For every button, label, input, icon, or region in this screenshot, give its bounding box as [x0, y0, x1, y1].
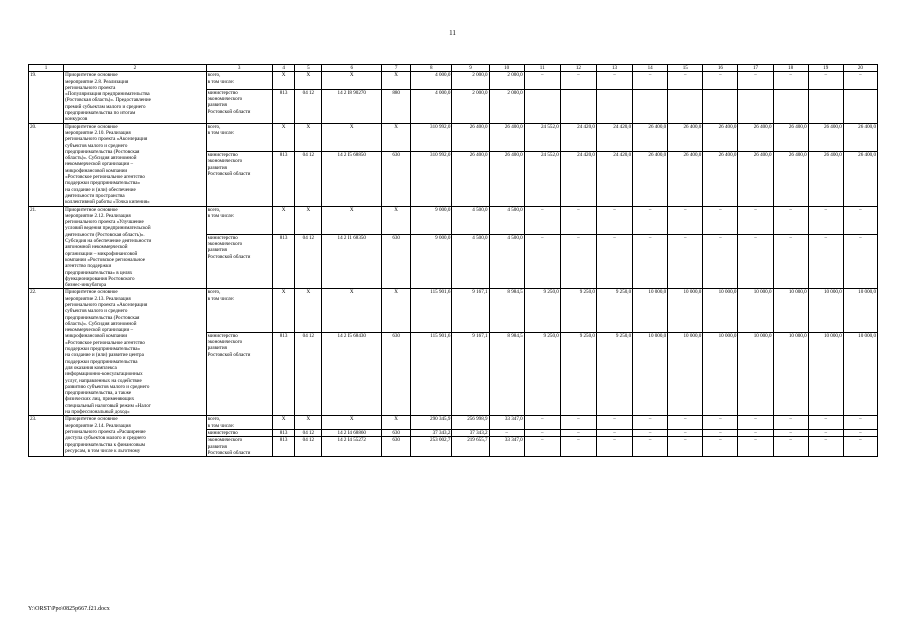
cell-col-13: [596, 89, 632, 123]
cell-col-10: 2 000,0: [489, 89, 524, 123]
cell-col-7: X: [382, 416, 411, 430]
cell-col-19: 26 400,0: [808, 123, 843, 151]
cell-col-10: 33 347,0: [489, 437, 524, 457]
cell-col-19: –: [808, 72, 843, 90]
cell-col-8: 4 000,0: [411, 89, 452, 123]
cell-col-19: –: [808, 416, 843, 430]
cell-col-19: [808, 89, 843, 123]
cell-col-14: 26 400,0: [633, 151, 668, 206]
cell-col-11: 24 552,0: [524, 151, 560, 206]
column-number-9: 9: [452, 65, 489, 72]
cell-col-18: –: [773, 72, 808, 90]
cell-col-7: X: [382, 123, 411, 151]
cell-col-6: 14 2 I5 68430: [322, 332, 382, 416]
cell-col-4: 813: [272, 332, 295, 416]
cell-col-14: –: [633, 206, 668, 234]
cell-col-16: –: [703, 429, 738, 436]
cell-col-6: 14 2 I4 55272: [322, 437, 382, 457]
cell-col-17: –: [738, 234, 773, 289]
column-number-15: 15: [668, 65, 703, 72]
cell-col-20: –: [843, 234, 877, 289]
cell-col-10: 4 500,0: [489, 206, 524, 234]
cell-col-18: –: [773, 234, 808, 289]
cell-col-4: 813: [272, 234, 295, 289]
cell-col-20: 10 000,0: [843, 289, 877, 332]
cell-col-18: [773, 89, 808, 123]
table-row: [29, 72, 878, 90]
cell-col-17: –: [738, 206, 773, 234]
cell-col-10: 8 984,5: [489, 332, 524, 416]
cell-col-12: –: [560, 416, 596, 430]
activity-description: Приоритетное основное мероприятие 2.10. Реализация регионального проекта «Акселерация субъектов малого и среднего предпринимательства (Ростовская область)». Субсидия автономной некоммерческой организации – микрофинансовой компании «Ростовское региональное агентство поддержки предпринимательства» на создание и (или) обеспечение деятельности пространства коллективной работы «Точка кипения»: [64, 123, 207, 206]
cell-col-11: 9 250,0: [524, 332, 560, 416]
cell-col-20: –: [843, 437, 877, 457]
cell-col-5: 04 12: [295, 89, 322, 123]
cell-col-18: 10 000,0: [773, 289, 808, 332]
cell-col-17: 10 000,0: [738, 289, 773, 332]
column-number-10: 10: [489, 65, 524, 72]
cell-col-8: 310 992,0: [411, 151, 452, 206]
cell-col-12: –: [560, 234, 596, 289]
cell-col-8: 290 345,9: [411, 416, 452, 430]
column-number-18: 18: [773, 65, 808, 72]
cell-col-5: X: [295, 72, 322, 90]
cell-col-15: –: [668, 437, 703, 457]
cell-col-12: –: [560, 429, 596, 436]
cell-col-6: X: [322, 416, 382, 430]
column-number-19: 19: [808, 65, 843, 72]
cell-col-10: 26 400,0: [489, 151, 524, 206]
cell-col-11: 24 552,0: [524, 123, 560, 151]
cell-col-10: 33 347,0: [489, 416, 524, 430]
row-number: 22.: [29, 289, 64, 416]
cell-col-16: 26 400,0: [703, 123, 738, 151]
cell-col-7: X: [382, 289, 411, 332]
cell-col-18: –: [773, 429, 808, 436]
cell-col-6: X: [322, 72, 382, 90]
cell-col-5: 04 12: [295, 332, 322, 416]
cell-col-16: 26 400,0: [703, 151, 738, 206]
cell-col-20: 26 400,0: [843, 123, 877, 151]
cell-col-4: X: [272, 289, 295, 332]
cell-col-19: –: [808, 437, 843, 457]
cell-col-17: [738, 89, 773, 123]
cell-col-14: [633, 89, 668, 123]
cell-col-11: –: [524, 416, 560, 430]
cell-col-13: 24 420,0: [596, 151, 632, 206]
cell-col-9: 2 000,0: [452, 72, 489, 90]
cell-col-10: 26 400,0: [489, 123, 524, 151]
cell-col-4: 813: [272, 429, 295, 436]
cell-col-9: 4 500,0: [452, 206, 489, 234]
column-number-5: 5: [295, 65, 322, 72]
cell-col-6: 14 2 I1 68350: [322, 234, 382, 289]
cell-col-12: –: [560, 72, 596, 90]
cell-col-8: 9 000,0: [411, 234, 452, 289]
cell-col-12: –: [560, 206, 596, 234]
responsible-executor: всего, в том числе:: [206, 206, 272, 234]
cell-col-9: 26 400,0: [452, 151, 489, 206]
activity-description: Приоритетное основное мероприятие 2.14. Реализация регионального проекта «Расширение доступа субъектов малого и среднего предпринимательства к финансовым ресурсам, в том числе к льготному: [64, 416, 207, 457]
footer-file-path: Y:\ORST\Ppo\0825p667.f21.docx: [28, 606, 110, 612]
cell-col-18: 26 400,0: [773, 151, 808, 206]
cell-col-17: 10 000,0: [738, 332, 773, 416]
cell-col-5: 04 12: [295, 151, 322, 206]
cell-col-13: 24 420,0: [596, 123, 632, 151]
cell-col-4: X: [272, 206, 295, 234]
cell-col-14: –: [633, 234, 668, 289]
cell-col-9: 26 400,0: [452, 123, 489, 151]
cell-col-4: X: [272, 416, 295, 430]
cell-col-15: 26 400,0: [668, 123, 703, 151]
cell-col-17: –: [738, 72, 773, 90]
table-row: [29, 416, 878, 430]
cell-col-20: 26 400,0: [843, 151, 877, 206]
cell-col-16: –: [703, 72, 738, 90]
cell-col-15: –: [668, 416, 703, 430]
cell-col-8: 9 000,0: [411, 206, 452, 234]
cell-col-12: –: [560, 437, 596, 457]
responsible-executor: экономического развития Ростовской области: [206, 437, 272, 457]
cell-col-14: 26 400,0: [633, 123, 668, 151]
cell-col-5: 04 12: [295, 437, 322, 457]
column-number-13: 13: [596, 65, 632, 72]
cell-col-5: X: [295, 289, 322, 332]
cell-col-15: 26 400,0: [668, 151, 703, 206]
cell-col-4: 813: [272, 89, 295, 123]
cell-col-17: –: [738, 416, 773, 430]
page-number: 11: [449, 29, 456, 37]
cell-col-13: –: [596, 234, 632, 289]
cell-col-7: 630: [382, 437, 411, 457]
column-number-row: [29, 65, 878, 72]
cell-col-9: 219 655,7: [452, 437, 489, 457]
cell-col-11: 9 250,0: [524, 289, 560, 332]
cell-col-13: 9 250,0: [596, 289, 632, 332]
cell-col-20: –: [843, 429, 877, 436]
cell-col-11: –: [524, 437, 560, 457]
cell-col-6: X: [322, 206, 382, 234]
cell-col-19: –: [808, 429, 843, 436]
cell-col-20: –: [843, 206, 877, 234]
cell-col-6: 14 2 I4 68860: [322, 429, 382, 436]
table-body: [29, 65, 878, 457]
cell-col-19: 26 400,0: [808, 151, 843, 206]
column-number-3: 3: [206, 65, 272, 72]
cell-col-12: 9 250,0: [560, 289, 596, 332]
cell-col-13: –: [596, 437, 632, 457]
cell-col-14: 10 000,0: [633, 289, 668, 332]
cell-col-5: X: [295, 206, 322, 234]
budget-table: [28, 64, 878, 457]
column-number-17: 17: [738, 65, 773, 72]
cell-col-16: 10 000,0: [703, 289, 738, 332]
cell-col-16: –: [703, 206, 738, 234]
cell-col-15: 10 000,0: [668, 332, 703, 416]
cell-col-20: 10 000,0: [843, 332, 877, 416]
column-number-14: 14: [633, 65, 668, 72]
cell-col-9: 256 998,9: [452, 416, 489, 430]
cell-col-17: –: [738, 429, 773, 436]
cell-col-10: –: [489, 429, 524, 436]
cell-col-8: 310 992,0: [411, 123, 452, 151]
cell-col-14: –: [633, 437, 668, 457]
cell-col-19: –: [808, 234, 843, 289]
row-number: 19.: [29, 72, 64, 123]
cell-col-7: 630: [382, 234, 411, 289]
row-number: 21.: [29, 206, 64, 289]
cell-col-9: 2 000,0: [452, 89, 489, 123]
cell-col-9: 9 167,1: [452, 289, 489, 332]
cell-col-6: 14 2 I8 90270: [322, 89, 382, 123]
activity-description: Приоритетное основное мероприятие 2.12. Реализация регионального проекта «Улучшение условий ведения предпринимательской деятельности (Ростовская область)». Субсидия на обеспечение деятельности автономной некоммерческой организации – микрофинансовой компании «Ростовское региональное агентство поддержки предпринимательства» в целях функционирования Ростовского бизнес-инкубатора: [64, 206, 207, 289]
cell-col-4: X: [272, 72, 295, 90]
responsible-executor: министерство экономического развития Ростовской области: [206, 234, 272, 289]
column-number-1: 1: [29, 65, 64, 72]
cell-col-17: 26 400,0: [738, 123, 773, 151]
cell-col-18: –: [773, 206, 808, 234]
cell-col-17: 26 400,0: [738, 151, 773, 206]
cell-col-10: 4 500,0: [489, 234, 524, 289]
cell-col-8: 115 901,6: [411, 289, 452, 332]
cell-col-16: 10 000,0: [703, 332, 738, 416]
cell-col-5: X: [295, 123, 322, 151]
cell-col-13: –: [596, 206, 632, 234]
cell-col-19: 10 000,0: [808, 289, 843, 332]
cell-col-16: –: [703, 416, 738, 430]
table-row: [29, 289, 878, 332]
responsible-executor: всего, в том числе:: [206, 72, 272, 90]
activity-description: Приоритетное основное мероприятие 2.8. Реализация регионального проекта «Популяризация предпринимательства (Ростовская область)». Предоставление премий субъектам малого и среднего предпринимательства по итогам конкурсов: [64, 72, 207, 123]
responsible-executor: министерство экономического развития Ростовской области: [206, 332, 272, 416]
column-number-2: 2: [64, 65, 207, 72]
cell-col-15: –: [668, 206, 703, 234]
cell-col-7: X: [382, 72, 411, 90]
cell-col-17: –: [738, 437, 773, 457]
column-number-8: 8: [411, 65, 452, 72]
cell-col-7: 630: [382, 332, 411, 416]
cell-col-10: 2 000,0: [489, 72, 524, 90]
cell-col-11: –: [524, 72, 560, 90]
cell-col-7: X: [382, 206, 411, 234]
cell-col-9: 9 167,1: [452, 332, 489, 416]
cell-col-18: 10 000,0: [773, 332, 808, 416]
cell-col-8: 37 343,2: [411, 429, 452, 436]
cell-col-16: [703, 89, 738, 123]
cell-col-5: X: [295, 416, 322, 430]
cell-col-19: 10 000,0: [808, 332, 843, 416]
cell-col-15: –: [668, 234, 703, 289]
cell-col-6: X: [322, 123, 382, 151]
cell-col-13: 9 250,0: [596, 332, 632, 416]
cell-col-11: [524, 89, 560, 123]
column-number-6: 6: [322, 65, 382, 72]
cell-col-11: –: [524, 234, 560, 289]
activity-description: Приоритетное основное мероприятие 2.13. Реализация регионального проекта «Акселерация субъектов малого и среднего предпринимательства (Ростовская область)». Субсидия автономной некоммерческой организации – микрофинансовой компании «Ростовское региональное агентство поддержки предпринимательства» на создание и (или) развитие центра поддержки предпринимательства для оказания комплекса информационно-консультационных услуг, направленных на содействие развитию субъектов малого и среднего предпринимательства, а также физических лиц, применяющих специальный налоговый режим «Налог на профессиональный доход»: [64, 289, 207, 416]
cell-col-8: 115 901,6: [411, 332, 452, 416]
cell-col-10: 8 984,5: [489, 289, 524, 332]
cell-col-8: 253 002,7: [411, 437, 452, 457]
cell-col-18: –: [773, 416, 808, 430]
cell-col-4: X: [272, 123, 295, 151]
column-number-11: 11: [524, 65, 560, 72]
responsible-executor: всего, в том числе:: [206, 123, 272, 151]
cell-col-12: [560, 89, 596, 123]
cell-col-20: –: [843, 72, 877, 90]
cell-col-5: 04 12: [295, 234, 322, 289]
cell-col-15: [668, 89, 703, 123]
responsible-executor: министерство: [206, 429, 272, 436]
cell-col-20: –: [843, 416, 877, 430]
row-number: 20.: [29, 123, 64, 206]
responsible-executor: всего, в том числе:: [206, 289, 272, 332]
cell-col-11: –: [524, 429, 560, 436]
column-number-4: 4: [272, 65, 295, 72]
cell-col-18: 26 400,0: [773, 123, 808, 151]
column-number-20: 20: [843, 65, 877, 72]
cell-col-6: X: [322, 289, 382, 332]
cell-col-15: –: [668, 72, 703, 90]
cell-col-20: [843, 89, 877, 123]
cell-col-12: 24 420,0: [560, 123, 596, 151]
cell-col-12: 24 420,0: [560, 151, 596, 206]
cell-col-15: –: [668, 429, 703, 436]
cell-col-7: 630: [382, 429, 411, 436]
cell-col-14: –: [633, 72, 668, 90]
cell-col-9: 37 343,2: [452, 429, 489, 436]
cell-col-16: –: [703, 234, 738, 289]
cell-col-19: –: [808, 206, 843, 234]
cell-col-14: –: [633, 416, 668, 430]
table-row: [29, 123, 878, 151]
cell-col-5: 04 12: [295, 429, 322, 436]
cell-col-14: –: [633, 429, 668, 436]
cell-col-4: 813: [272, 437, 295, 457]
cell-col-12: 9 250,0: [560, 332, 596, 416]
cell-col-18: –: [773, 437, 808, 457]
cell-col-8: 4 000,0: [411, 72, 452, 90]
responsible-executor: министерство экономического развития Ростовской области: [206, 151, 272, 206]
cell-col-13: –: [596, 429, 632, 436]
cell-col-9: 4 500,0: [452, 234, 489, 289]
cell-col-15: 10 000,0: [668, 289, 703, 332]
cell-col-13: –: [596, 72, 632, 90]
cell-col-4: 813: [272, 151, 295, 206]
column-number-16: 16: [703, 65, 738, 72]
responsible-executor: министерство экономического развития Ростовской области: [206, 89, 272, 123]
cell-col-14: 10 000,0: [633, 332, 668, 416]
cell-col-13: –: [596, 416, 632, 430]
cell-col-11: –: [524, 206, 560, 234]
column-number-7: 7: [382, 65, 411, 72]
cell-col-16: –: [703, 437, 738, 457]
column-number-12: 12: [560, 65, 596, 72]
cell-col-7: 630: [382, 151, 411, 206]
cell-col-6: 14 2 I5 68850: [322, 151, 382, 206]
row-number: 23.: [29, 416, 64, 457]
responsible-executor: всего, в том числе:: [206, 416, 272, 430]
cell-col-7: 880: [382, 89, 411, 123]
table-row: [29, 206, 878, 234]
